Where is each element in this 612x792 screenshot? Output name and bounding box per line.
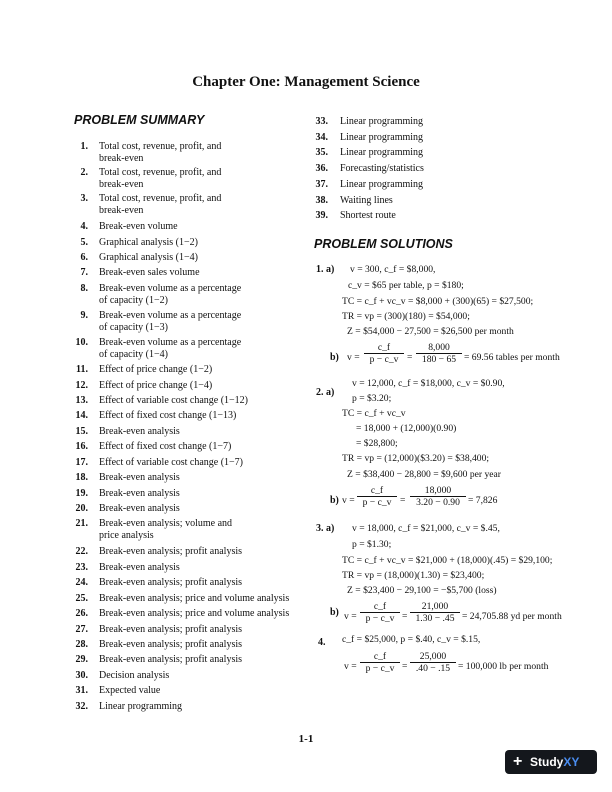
summary-item-number: 8. (80, 283, 88, 294)
summary-item-line: price analysis (99, 530, 154, 541)
summary-item-number: 25. (75, 593, 88, 604)
summary-item-text (99, 457, 299, 469)
numerator: 8,000 (416, 342, 462, 354)
summary-item-text: Waiting lines (340, 194, 393, 206)
summary-item-number: 6. (80, 252, 88, 263)
summary-item-text (99, 654, 299, 666)
summary-item-number: 20. (75, 503, 88, 514)
solution-line: v = 300, c_f = $8,000, (350, 264, 436, 275)
summary-item-number: 1. (80, 141, 88, 152)
solution-2a-label: 2. a) (316, 387, 335, 398)
summary-item-number: 7. (80, 267, 88, 278)
solution-2b-label: b) (330, 495, 339, 506)
summary-item-number: 3. (80, 193, 88, 204)
solution-line: TC = c_f + vc_v = $8,000 + (300)(65) = $27,500; (342, 296, 534, 307)
fraction (360, 651, 400, 674)
formula-result: = 7,826 (468, 495, 498, 506)
summary-item-number: 27. (75, 624, 88, 635)
denominator: 3.20 − 0.90 (416, 497, 460, 508)
solution-line: Z = $54,000 − 27,500 = $26,500 per month (347, 326, 514, 337)
summary-item-text (99, 441, 299, 453)
summary-item-number: 30. (75, 670, 88, 681)
summary-item-line: Break-even analysis; profit analysis (99, 546, 243, 557)
solution-line: Z = $38,400 − 28,800 = $9,600 per year (347, 469, 501, 480)
summary-item-number: 31. (75, 685, 88, 696)
summary-item-number: 19. (75, 488, 88, 499)
solution-1b-label: b) (330, 352, 339, 363)
summary-item-line: break-even (99, 205, 144, 216)
summary-item-line: of capacity (1−2) (99, 295, 168, 306)
summary-item-number: 36. (315, 163, 328, 175)
solution-line: TC = c_f + vc_v = $21,000 + (18,000)(.45) = $29,100; (342, 555, 553, 566)
numerator: c_f (360, 601, 400, 613)
summary-item-number: 16. (75, 441, 88, 452)
studyxy-logo[interactable] (505, 750, 597, 774)
page-title: Chapter One: Management Science (192, 74, 420, 90)
summary-item-line: of capacity (1−3) (99, 322, 168, 333)
fraction (357, 485, 397, 508)
summary-item-number: 33. (315, 116, 328, 127)
solution-line: p = $3.20; (352, 393, 392, 404)
formula-lhs: v = (342, 495, 355, 506)
solution-3b-label: b) (330, 607, 339, 618)
fraction (364, 342, 404, 365)
summary-item-line: Effect of price change (1−4) (99, 380, 213, 391)
summary-item-number: 9. (80, 310, 88, 321)
summary-item-number: 37. (315, 178, 328, 190)
summary-item-number: 23. (75, 562, 88, 573)
solution-line: TR = vp = (12,000)($3.20) = $38,400; (342, 453, 490, 464)
numerator: c_f (360, 651, 400, 663)
summary-item-text (99, 395, 299, 407)
summary-item-number: 28. (75, 639, 88, 650)
summary-item-number: 4. (80, 221, 88, 232)
summary-item-text (99, 670, 299, 682)
solution-line: = $28,800; (356, 438, 398, 449)
solution-line: TC = c_f + vc_v (342, 408, 406, 419)
formula-result: = 24,705.88 yd per month (462, 611, 562, 622)
numerator: 21,000 (410, 601, 460, 613)
numerator: c_f (357, 485, 397, 497)
summary-item-text (99, 237, 299, 249)
summary-item-text (99, 141, 299, 165)
solution-1a-label: 1. a) (316, 264, 335, 275)
numerator: 25,000 (410, 651, 456, 663)
summary-item-text (99, 488, 299, 500)
numerator: 18,000 (410, 485, 466, 497)
summary-item-number: 13. (75, 395, 88, 406)
summary-item-text (99, 380, 299, 392)
summary-item-line: Effect of fixed cost change (1−7) (99, 441, 232, 452)
summary-item-text (99, 577, 299, 589)
summary-item-number: 39. (315, 210, 328, 222)
summary-item-number: 2. (80, 167, 88, 178)
summary-item-text: Linear programming (340, 131, 424, 143)
summary-item-text (99, 410, 299, 422)
brand-suffix: XY (563, 755, 580, 769)
denominator: p − c_v (365, 613, 395, 624)
solution-line: TR = vp = (300)(180) = $54,000; (342, 311, 470, 322)
solution-line: = 18,000 + (12,000)(0.90) (356, 423, 457, 434)
summary-item-text (99, 608, 299, 620)
denominator: p − c_v (365, 663, 395, 674)
summary-item-line: Break-even analysis (99, 426, 180, 437)
summary-item-line: Graphical analysis (1−4) (99, 252, 198, 263)
fraction (410, 485, 466, 508)
summary-item-line: Break-even analysis; profit analysis (99, 624, 243, 635)
summary-item-line: Break-even analysis; price and volume analysis (99, 608, 290, 619)
summary-item-text (99, 518, 299, 542)
summary-item-line: Break-even analysis (99, 472, 180, 483)
summary-item-line: Break-even sales volume (99, 267, 200, 278)
summary-item-number: 12. (75, 380, 88, 391)
solution-line: TR = vp = (18,000)(1.30) = $23,400; (342, 570, 485, 581)
summary-item-line: Break-even analysis; profit analysis (99, 577, 243, 588)
page-number: 1-1 (298, 733, 314, 745)
summary-item-text (99, 167, 299, 191)
summary-item-line: break-even (99, 153, 144, 164)
summary-item-line: Break-even volume as a percentage (99, 283, 242, 294)
summary-item-number: 11. (76, 364, 88, 375)
solution-4-label: 4. (318, 637, 326, 648)
summary-item-line: Break-even analysis (99, 503, 180, 514)
summary-item-line: Break-even analysis; profit analysis (99, 654, 243, 665)
summary-item-text (99, 639, 299, 651)
formula-eq: = (402, 661, 408, 672)
summary-item-text: Linear programming (340, 178, 424, 190)
solution-line: c_f = $25,000, p = $.40, c_v = $.15, (342, 634, 481, 645)
solution-line: c_v = $65 per table, p = $180; (348, 280, 464, 291)
solution-line: v = 12,000, c_f = $18,000, c_v = $0.90, (352, 378, 505, 389)
formula-result: = 69.56 tables per month (464, 352, 560, 363)
fraction (410, 651, 456, 674)
formula-lhs: v = (347, 352, 360, 363)
summary-item-text: Forecasting/statistics (340, 163, 424, 175)
summary-item-text (99, 283, 299, 307)
summary-item-number: 29. (75, 654, 88, 665)
summary-item-line: Expected value (99, 685, 161, 696)
denominator: p − c_v (362, 497, 392, 508)
summary-item-text (99, 310, 299, 334)
summary-item-line: break-even (99, 179, 144, 190)
summary-item-text (99, 701, 299, 713)
denominator: 1.30 − .45 (415, 613, 455, 624)
summary-item-number: 10. (75, 337, 88, 348)
formula-lhs: v = (344, 611, 357, 622)
summary-item-number: 26. (75, 608, 88, 619)
summary-item-line: Break-even volume as a percentage (99, 310, 242, 321)
summary-heading: PROBLEM SUMMARY (74, 113, 205, 127)
summary-item-number: 21. (75, 518, 88, 529)
denominator: 180 − 65 (421, 354, 457, 365)
summary-item-text (99, 546, 299, 558)
summary-item-line: Break-even analysis; volume and (99, 518, 233, 529)
summary-item-line: Effect of variable cost change (1−7) (99, 457, 243, 468)
summary-item-number: 24. (75, 577, 88, 588)
summary-item-line: of capacity (1−4) (99, 349, 168, 360)
summary-item-line: Break-even analysis (99, 488, 180, 499)
brand-name (530, 755, 579, 769)
summary-item-line: Break-even analysis; price and volume analysis (99, 593, 290, 604)
summary-item-number: 38. (315, 194, 328, 206)
summary-item-number: 5. (80, 237, 88, 248)
summary-item-number: 22. (75, 546, 88, 557)
plus-icon: + (513, 753, 523, 770)
summary-item-number: 32. (75, 701, 88, 712)
summary-item-text (99, 593, 299, 605)
summary-item-line: Decision analysis (99, 670, 170, 681)
formula-lhs: v = (344, 661, 357, 672)
summary-item-line: Linear programming (99, 701, 183, 712)
summary-item-number: 15. (75, 426, 88, 437)
solution-3a-label: 3. a) (316, 523, 335, 534)
summary-item-number: 35. (315, 147, 328, 159)
summary-item-text (99, 267, 299, 279)
summary-item-line: Break-even analysis (99, 562, 180, 573)
summary-item-line: Break-even volume (99, 221, 178, 232)
formula-eq: = (400, 495, 406, 506)
summary-item-line: Break-even volume as a percentage (99, 337, 242, 348)
summary-item-text: Linear programming (340, 116, 424, 127)
formula-eq: = (402, 611, 408, 622)
fraction (416, 342, 462, 365)
solution-line: p = $1.30; (352, 539, 392, 550)
solution-line: Z = $23,400 − 29,100 = −$5,700 (loss) (347, 585, 497, 596)
summary-item-text: Shortest route (340, 210, 396, 222)
summary-item-number: 17. (75, 457, 88, 468)
brand-prefix: Study (530, 755, 564, 769)
summary-item-line: Total cost, revenue, profit, and (99, 193, 222, 204)
summary-item-line: Break-even analysis; profit analysis (99, 639, 243, 650)
summary-item-text (99, 221, 299, 233)
summary-item-number: 18. (75, 472, 88, 483)
summary-item-text (99, 503, 299, 515)
summary-item-text (99, 364, 299, 376)
formula-eq: = (407, 352, 413, 363)
fraction (360, 601, 400, 624)
summary-item-text (99, 685, 299, 697)
summary-item-line: Effect of price change (1−2) (99, 364, 213, 375)
summary-item-text (99, 472, 299, 484)
summary-item-line: Graphical analysis (1−2) (99, 237, 198, 248)
summary-item-number: 34. (315, 131, 328, 143)
denominator: .40 − .15 (415, 663, 451, 674)
solution-line: v = 18,000, c_f = $21,000, c_v = $.45, (352, 523, 500, 534)
summary-item-text (99, 624, 299, 636)
solutions-heading: PROBLEM SOLUTIONS (314, 237, 453, 251)
summary-item-text (99, 252, 299, 264)
summary-item-number: 14. (75, 410, 88, 421)
summary-item-line: Effect of fixed cost change (1−13) (99, 410, 237, 421)
summary-item-text (99, 193, 299, 217)
formula-result: = 100,000 lb per month (458, 661, 549, 672)
fraction (410, 601, 460, 624)
summary-item-text (99, 562, 299, 574)
summary-item-line: Total cost, revenue, profit, and (99, 141, 222, 152)
denominator: p − c_v (369, 354, 399, 365)
summary-item-line: Effect of variable cost change (1−12) (99, 395, 248, 406)
summary-item-text: Linear programming (340, 147, 424, 159)
summary-item-text (99, 426, 299, 438)
numerator: c_f (364, 342, 404, 354)
summary-item-line: Total cost, revenue, profit, and (99, 167, 222, 178)
summary-item-text (99, 337, 299, 361)
